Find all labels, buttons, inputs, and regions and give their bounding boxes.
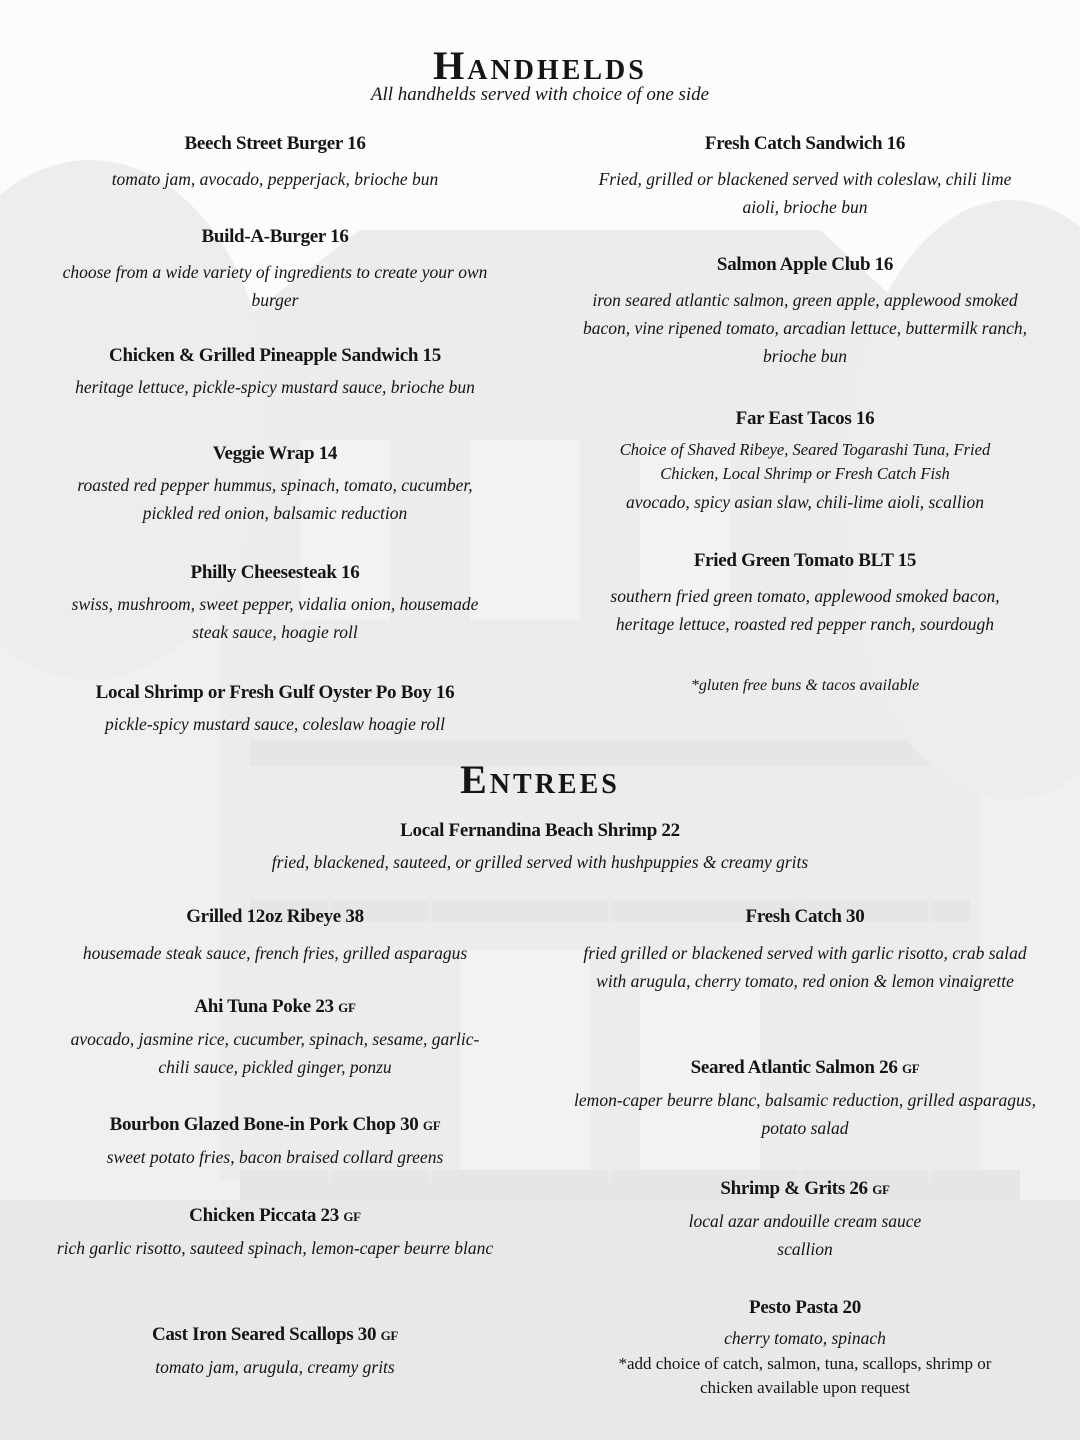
menu-item: [560, 1176, 1050, 1263]
item-desc: housemade steak sauce, french fries, grilled asparagus: [82, 943, 468, 963]
menu-item: [30, 131, 520, 193]
item-desc: Fried, grilled or blackened served with coleslaw, chili lime aioli, brioche bun: [598, 169, 1012, 217]
gf-badge: GF: [343, 1209, 361, 1224]
item-name: Cast Iron Seared Scallops 30 GF: [151, 1324, 399, 1345]
menu-item: [30, 560, 520, 646]
gf-badge: GF: [901, 1061, 920, 1076]
item-desc: sweet potato fries, bacon braised collard greens: [106, 1147, 444, 1167]
item-name: Local Fernandina Beach Shrimp 22: [400, 820, 680, 841]
item-desc: swiss, mushroom, sweet pepper, vidalia onion, housemade steak sauce, hoagie roll: [71, 594, 479, 642]
item-desc: avocado, jasmine rice, cucumber, spinach, sesame, garlic-chili sauce, pickled ginger, ponzu: [70, 1029, 480, 1077]
menu-item: [560, 252, 1050, 370]
menu-item: [30, 1322, 520, 1381]
gf-badge: GF: [338, 1000, 356, 1015]
item-name: Beech Street Burger 16: [184, 133, 366, 154]
menu-item-featured: [130, 818, 950, 876]
item-name: Pesto Pasta 20: [749, 1297, 861, 1318]
item-desc: local azar andouille cream sauce scallion: [688, 1211, 922, 1259]
menu-item: [560, 1055, 1050, 1142]
menu-item: [560, 1295, 1050, 1400]
menu-item: [30, 904, 520, 967]
gf-badge: GF: [872, 1182, 890, 1197]
item-name: Far East Tacos 16: [735, 408, 875, 429]
item-desc: heritage lettuce, pickle-spicy mustard sauce, brioche bun: [75, 377, 475, 397]
item-name: Chicken Piccata 23 GF: [189, 1205, 361, 1226]
item-name: Fresh Catch Sandwich 16: [704, 133, 906, 154]
menu-item: [30, 224, 520, 314]
item-desc: roasted red pepper hummus, spinach, tomato, cucumber, pickled red onion, balsamic reduction: [77, 475, 473, 523]
item-desc: fried, blackened, sauteed, or grilled served with hushpuppies & creamy grits: [271, 852, 809, 872]
item-name: Philly Cheesesteak 16: [190, 562, 360, 583]
menu-item: [560, 904, 1050, 995]
item-desc: tomato jam, avocado, pepperjack, brioche bun: [111, 169, 439, 189]
item-name: Veggie Wrap 14: [212, 443, 338, 464]
menu-item: [560, 131, 1050, 221]
item-name: Ahi Tuna Poke 23 GF: [194, 996, 356, 1017]
menu-item: [30, 1112, 520, 1171]
menu-item: [30, 1203, 520, 1262]
item-desc: iron seared atlantic salmon, green apple, applewood smoked bacon, vine ripened tomato, arcadian lettuce, buttermilk ranch, brioche bun: [582, 290, 1028, 366]
item-name: Salmon Apple Club 16: [716, 254, 894, 275]
item-name: Local Shrimp or Fresh Gulf Oyster Po Boy 16: [95, 682, 455, 703]
item-name: Fresh Catch 30: [745, 906, 865, 927]
item-name: Shrimp & Grits 26 GF: [720, 1178, 890, 1199]
menu-item: [30, 343, 520, 401]
handhelds-title: Handhelds: [433, 43, 647, 88]
item-name: Build-A-Burger 16: [201, 226, 349, 247]
menu-item: [30, 994, 520, 1081]
gluten-free-note: *gluten free buns & tacos available: [690, 677, 920, 694]
item-desc: rich garlic risotto, sauteed spinach, lemon-caper beurre blanc: [56, 1238, 494, 1258]
item-desc: avocado, spicy asian slaw, chili-lime aioli, scallion: [626, 492, 984, 512]
item-name: Bourbon Glazed Bone-in Pork Chop 30 GF: [109, 1114, 441, 1135]
menu-item: [560, 406, 1050, 516]
item-desc: pickle-spicy mustard sauce, coleslaw hoagie roll: [105, 714, 445, 734]
add-protein-note: *add choice of catch, salmon, tuna, scallops, shrimp or chicken available upon request: [618, 1354, 992, 1397]
handhelds-subtitle: All handhelds served with choice of one side: [370, 84, 710, 105]
item-desc: choose from a wide variety of ingredients to create your own burger: [62, 262, 488, 310]
item-desc: tomato jam, arugula, creamy grits: [155, 1357, 395, 1377]
menu-item: [30, 441, 520, 527]
menu-item: [560, 548, 1050, 638]
item-choices: Choice of Shaved Ribeye, Seared Togarashi Tuna, Fried Chicken, Local Shrimp or Fresh Catch Fish: [619, 440, 991, 483]
item-desc: cherry tomato, spinach: [724, 1328, 886, 1348]
item-name: Chicken & Grilled Pineapple Sandwich 15: [109, 345, 441, 366]
entrees-title: Entrees: [460, 757, 620, 802]
item-desc: fried grilled or blackened served with garlic risotto, crab salad with arugula, cherry tomato, red onion & lemon vinaigrette: [583, 943, 1027, 991]
menu-item: [30, 680, 520, 738]
gf-badge: GF: [422, 1118, 441, 1133]
item-desc: lemon-caper beurre blanc, balsamic reduction, grilled asparagus, potato salad: [574, 1090, 1036, 1138]
item-name: Grilled 12oz Ribeye 38: [186, 906, 364, 927]
item-name: Fried Green Tomato BLT 15: [693, 550, 917, 571]
item-name: Seared Atlantic Salmon 26 GF: [690, 1057, 920, 1078]
item-desc: southern fried green tomato, applewood smoked bacon, heritage lettuce, roasted red pepper ranch, sourdough: [610, 586, 1000, 634]
gf-badge: GF: [380, 1328, 399, 1343]
